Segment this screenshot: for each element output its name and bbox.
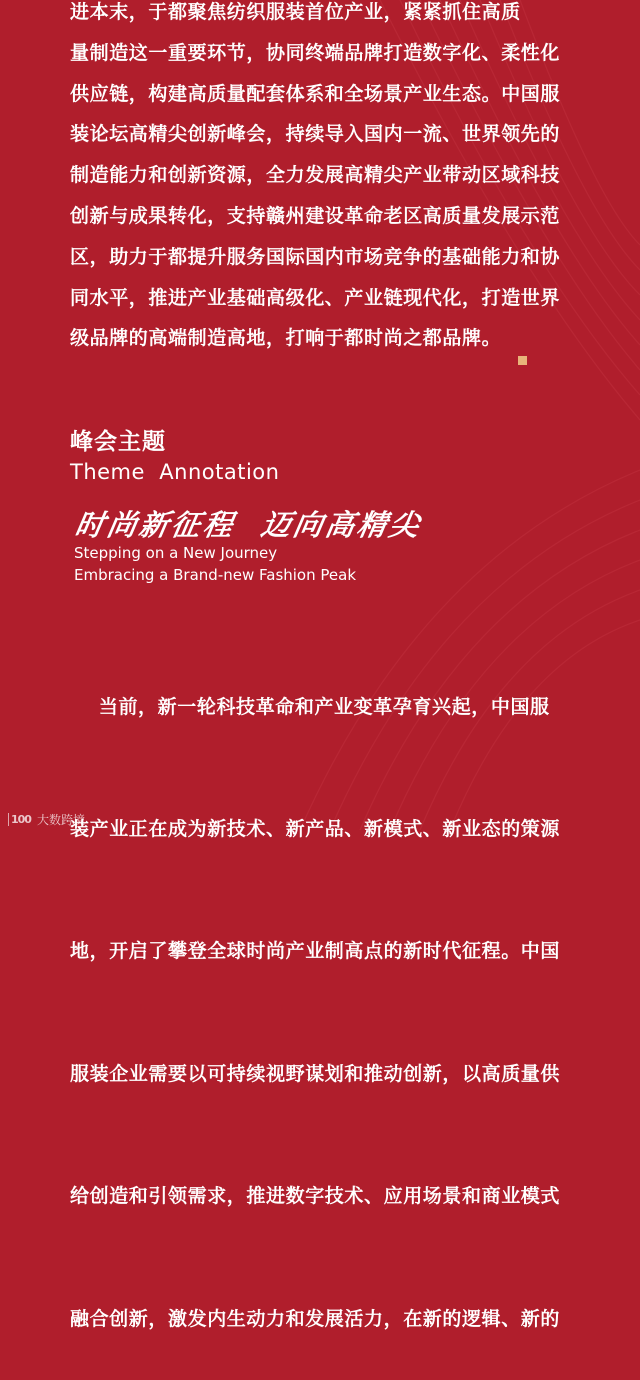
paragraph-line: 量制造这一重要环节，协同终端品牌打造数字化、柔性化 <box>70 41 561 64</box>
watermark <box>8 811 85 828</box>
paragraph-line: 创新与成果转化，支持赣州建设革命老区高质量发展示范 <box>70 204 561 227</box>
accent-square-icon <box>518 356 527 365</box>
slogan-en-line-2: Embracing a Brand-new Fashion Peak <box>74 566 357 584</box>
paragraph-line: 装论坛高精尖创新峰会，持续导入国内一流、世界领先的 <box>70 123 561 146</box>
intro-paragraph <box>70 0 570 359</box>
paragraph-line: 制造能力和创新资源，全力发展高精尖产业带动区域科技 <box>70 164 561 187</box>
paragraph-line: 服装企业需要以可持续视野谋划和推动创新，以高质量供 <box>70 1062 561 1085</box>
paragraph-line: 同水平，推进产业基础高级化、产业链现代化，打造世界 <box>70 286 561 309</box>
paragraph-line: 区，助力于都提升服务国际国内市场竞争的基础能力和协 <box>70 245 561 268</box>
watermark-logo-icon: 100 <box>8 813 31 826</box>
paragraph-line: 当前，新一轮科技革命和产业变革孕育兴起，中国服 <box>70 695 550 718</box>
paragraph-line: 装产业正在成为新技术、新产品、新模式、新业态的策源 <box>70 817 561 840</box>
theme-paragraph <box>70 605 570 1380</box>
paragraph-line: 融合创新，激发内生动力和发展活力，在新的逻辑、新的 <box>70 1307 561 1330</box>
theme-slogan: 时尚新征程 迈向高精尖 <box>72 508 425 542</box>
paragraph-line: 进本末，于都聚焦纺织服装首位产业，紧紧抓住高质 <box>70 1 521 23</box>
theme-slogan-english <box>74 542 356 586</box>
paragraph-line: 地，开启了攀登全球时尚产业制高点的新时代征程。中国 <box>70 940 561 963</box>
section-title-en: Theme Annotation <box>70 460 280 484</box>
paragraph-line: 供应链，构建高质量配套体系和全场景产业生态。中国服 <box>70 82 561 105</box>
paragraph-line: 级品牌的高端制造高地，打响于都时尚之都品牌。 <box>70 327 502 350</box>
section-title-cn: 峰会主题 <box>70 429 166 455</box>
slogan-en-line-1: Stepping on a New Journey <box>74 544 278 562</box>
watermark-text: 大数跨境 <box>36 813 85 827</box>
paragraph-line: 给创造和引领需求，推进数字技术、应用场景和商业模式 <box>70 1185 561 1208</box>
